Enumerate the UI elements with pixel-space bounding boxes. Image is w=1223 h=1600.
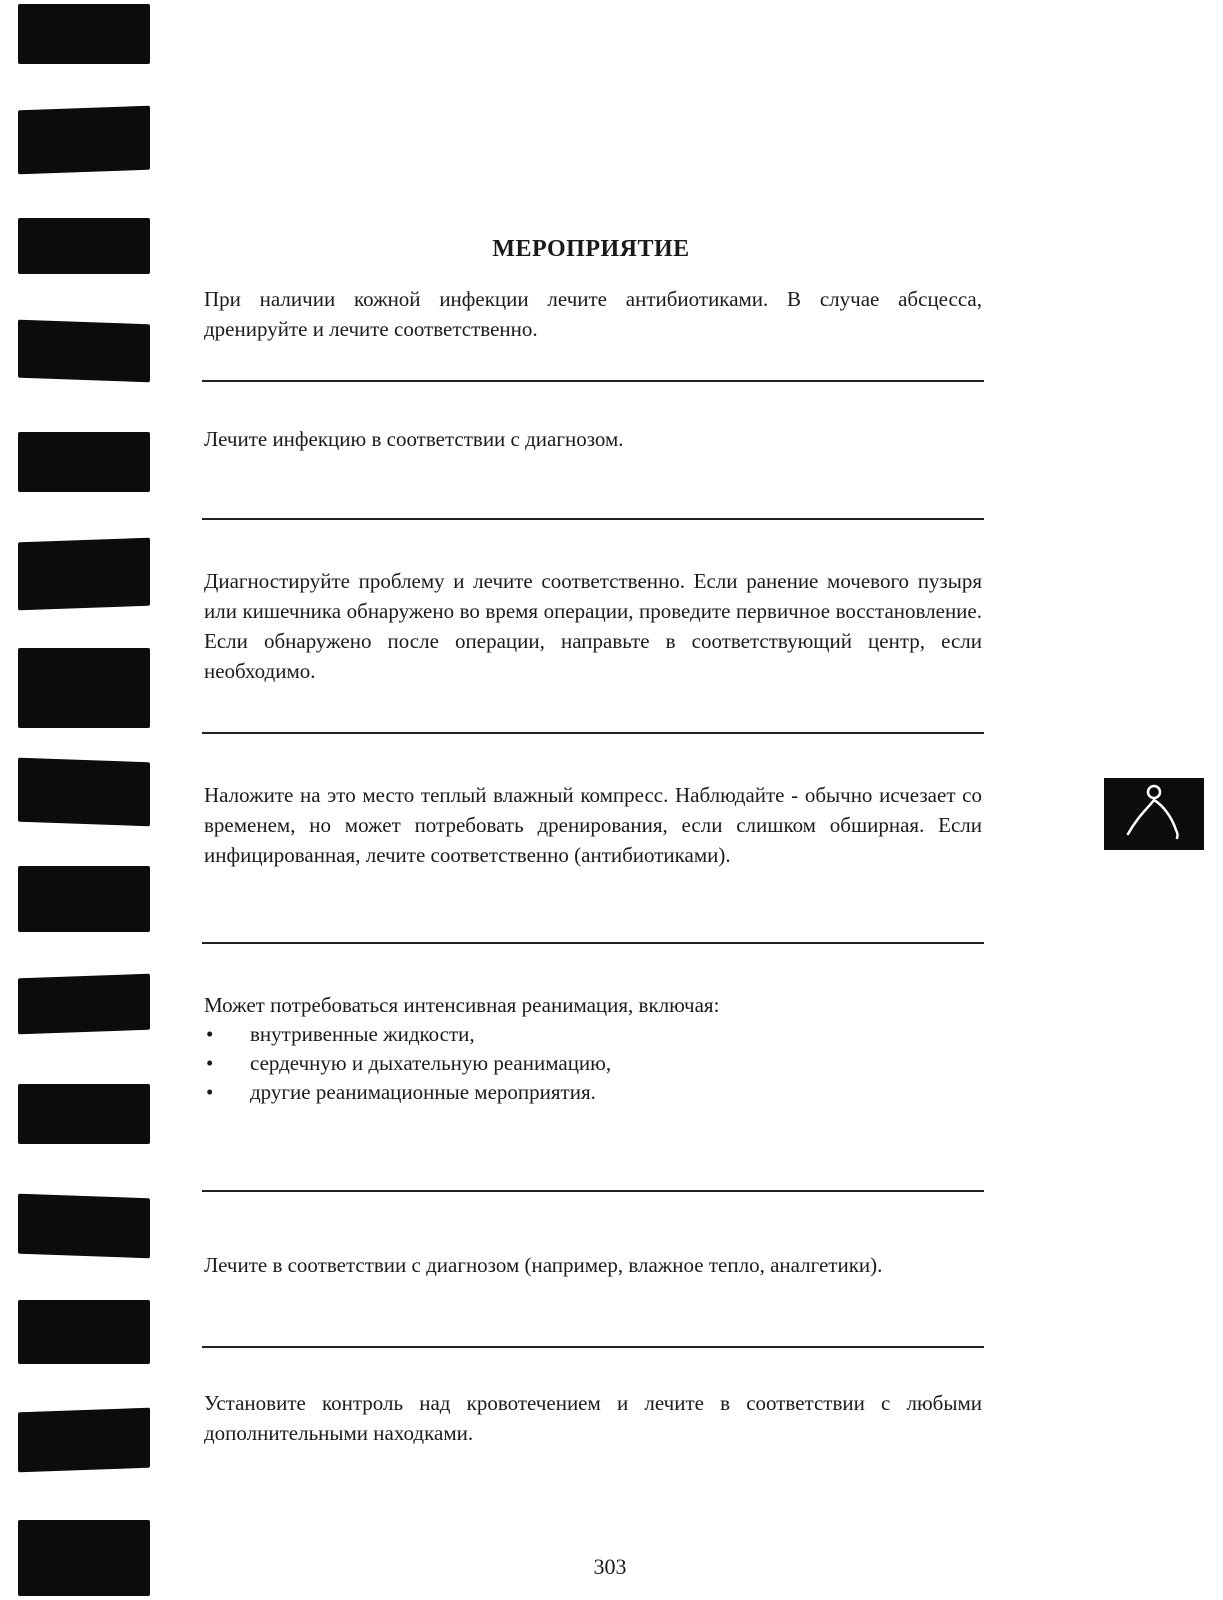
section-text (204, 424, 982, 454)
section-divider (202, 732, 984, 734)
page-title: МЕРОПРИЯТИЕ (492, 236, 690, 262)
binding-tab (18, 758, 150, 827)
section-divider (202, 1346, 984, 1348)
section-paragraph: Лечите в соответствии с диагнозом (например, влажное тепло, аналгетики). (204, 1253, 883, 1277)
section-text (204, 990, 982, 1107)
list-item-text: другие реанимационные мероприятия. (250, 1080, 596, 1104)
list-item (204, 1049, 982, 1078)
list-item (204, 1020, 982, 1049)
section-text (204, 1388, 982, 1448)
section-text (204, 284, 982, 344)
section-divider (202, 1190, 984, 1192)
binding-tab (18, 648, 150, 728)
list-item-text: внутривенные жидкости, (250, 1022, 475, 1046)
section-divider (202, 942, 984, 944)
section-paragraph: Наложите на это место теплый влажный компресс. Наблюдайте - обычно исчезает со временем, но может потребовать дренирования, если слишком обширная. Если инфицированная, лечите соответственно (антибиотиками). (204, 783, 982, 867)
section-divider (202, 518, 984, 520)
binding-tab (18, 1300, 150, 1364)
section-paragraph: Диагностируйте проблему и лечите соответственно. Если ранение мочевого пузыря или кишечника обнаружено во время операции, проведите первичное восстановление. Если обнаружено после операции, направьте в соответствующий центр, если необходимо. (204, 569, 982, 683)
section-paragraph: Может потребоваться интенсивная реанимация, включая: (204, 993, 720, 1017)
binding-tab (18, 432, 150, 492)
binding-tab (18, 538, 150, 611)
binding-tab (18, 106, 150, 175)
bullet-icon: • (206, 1051, 214, 1075)
section-tab (1104, 778, 1204, 850)
binding-tab (18, 1408, 150, 1473)
binding-tab (18, 320, 150, 383)
binding-tab (18, 866, 150, 932)
binding-tab (18, 1194, 150, 1259)
section-text (204, 780, 982, 870)
section-text (204, 1250, 982, 1280)
section-paragraph: При наличии кожной инфекции лечите антибиотиками. В случае абсцесса, дренируйте и лечите соответственно. (204, 287, 982, 341)
section-divider (202, 380, 984, 382)
binding-tab (18, 4, 150, 64)
binding-tab (18, 974, 150, 1035)
bullet-icon: • (206, 1080, 214, 1104)
person-figure-icon (1104, 778, 1204, 850)
section-text (204, 566, 982, 686)
page-number: 303 (593, 1554, 627, 1579)
binding-tab (18, 1084, 150, 1144)
bullet-icon: • (206, 1022, 214, 1046)
binding-tab (18, 1520, 150, 1596)
section-paragraph: Лечите инфекцию в соответствии с диагнозом. (204, 427, 624, 451)
list-item-text: сердечную и дыхательную реанимацию, (250, 1051, 612, 1075)
list-item (204, 1078, 982, 1107)
section-paragraph: Установите контроль над кровотечением и лечите в соответствии с любыми дополнительными находками. (204, 1391, 982, 1445)
binding-tab (18, 218, 150, 274)
bullet-list (204, 1020, 982, 1107)
